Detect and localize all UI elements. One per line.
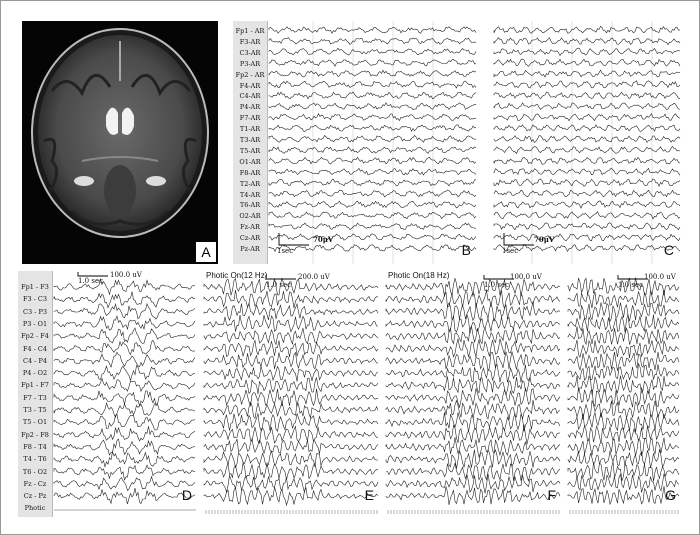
panel-letter-a: A: [196, 242, 216, 262]
scale-bar: [78, 272, 108, 276]
channel-label: T2-AR: [239, 179, 261, 188]
eeg-trace: [204, 377, 378, 394]
channel-label: Photic: [24, 504, 46, 513]
eeg-trace: [269, 201, 476, 208]
eeg-trace: [269, 190, 476, 197]
channel-label: T3-AR: [239, 136, 261, 144]
channel-label: C4-AR: [239, 92, 261, 101]
eeg-trace: [54, 378, 195, 391]
eeg-trace: [386, 364, 560, 382]
eeg-trace: [269, 48, 476, 55]
channel-label: Pz-AR: [240, 245, 260, 253]
eeg-traces-g: [566, 271, 682, 517]
eeg-trace: [269, 114, 476, 121]
channel-label: F3 - C3: [22, 295, 48, 304]
photic-label-f: Photic On(18 Hz): [388, 271, 450, 280]
eeg-trace: [54, 316, 195, 330]
channel-label: Fp2 - F4: [21, 332, 49, 341]
eeg-trace: [386, 290, 560, 308]
eeg-trace: [54, 304, 195, 319]
channel-label: Fp2 - F8: [21, 430, 49, 439]
eeg-trace: [269, 157, 476, 164]
eeg-trace: [269, 103, 476, 110]
eeg-trace: [204, 402, 378, 418]
channel-label: P4 - O2: [22, 369, 48, 378]
eeg-trace: [568, 438, 679, 457]
eeg-trace: [204, 303, 378, 320]
panel-letter-g: G: [665, 487, 676, 503]
eeg-trace: [386, 352, 560, 371]
eeg-trace: [204, 290, 378, 308]
eeg-trace: [54, 366, 195, 381]
eeg-trace: [568, 400, 679, 419]
channel-label: P3-AR: [239, 59, 261, 68]
eeg-panel-e: [202, 271, 380, 517]
eeg-trace: [54, 403, 195, 417]
eeg-trace: [269, 212, 476, 219]
time-scale-b: 1sec: [277, 247, 294, 255]
eeg-trace: [204, 341, 378, 358]
eeg-trace: [204, 389, 378, 407]
channel-label: T6-AR: [239, 201, 261, 210]
channel-label: F8-AR: [239, 168, 261, 177]
eeg-trace: [54, 292, 195, 308]
amp-scale-g: 100.0 uV: [644, 273, 676, 281]
amp-scale-c: 70μV: [534, 235, 555, 244]
time-scale-e: 1.0 sec: [266, 281, 292, 289]
channel-label: T4-AR: [239, 190, 261, 199]
channel-label: T4 - T6: [23, 455, 47, 464]
eeg-traces-c: [492, 21, 682, 264]
eeg-trace: [269, 136, 476, 143]
amp-scale-f: 100.0 uV: [510, 273, 542, 281]
channel-label: C3 - P3: [23, 307, 47, 316]
channel-label: Fp1 - F7: [21, 381, 49, 390]
eeg-trace: [269, 38, 476, 45]
amp-scale-d: 100.0 uV: [110, 271, 142, 279]
eeg-trace: [568, 326, 679, 344]
eeg-trace: [269, 234, 476, 240]
eeg-trace: [269, 81, 476, 88]
time-scale-g: 1.0 sec: [618, 281, 644, 289]
eeg-trace: [54, 414, 195, 430]
channel-label: T5-AR: [239, 146, 261, 155]
eeg-trace: [269, 27, 476, 33]
eeg-traces-e: [202, 271, 380, 517]
channel-label: F7-AR: [239, 114, 261, 123]
eeg-trace: [386, 450, 560, 469]
panel-letter-e: E: [364, 487, 374, 503]
scale-bar: [266, 275, 296, 279]
channel-label: F8 - T4: [23, 442, 47, 451]
eeg-trace: [269, 168, 476, 175]
channel-label: Cz-AR: [239, 234, 261, 243]
channel-label: F3-AR: [239, 37, 261, 46]
channel-label: T6 - O2: [22, 467, 48, 476]
eeg-panel-b: [233, 21, 479, 264]
eeg-trace: [54, 439, 195, 455]
eeg-trace: [386, 412, 560, 431]
eeg-trace: [568, 426, 679, 443]
eeg-trace: [269, 60, 476, 67]
eeg-trace: [204, 413, 378, 431]
eeg-trace: [54, 279, 195, 294]
eeg-trace: [204, 451, 378, 468]
eeg-trace: [568, 486, 679, 504]
eeg-trace: [568, 449, 679, 468]
channel-label: F7 - T3: [23, 393, 47, 402]
panel-letter-c: C: [663, 242, 674, 258]
eeg-traces-b: [233, 21, 479, 264]
channel-label: Fz - Cz: [23, 479, 47, 488]
eeg-trace: [386, 437, 560, 457]
amp-scale-b: 70μV: [313, 235, 334, 244]
eeg-trace: [204, 439, 378, 454]
eeg-panel-f: [384, 271, 562, 517]
eeg-trace: [386, 302, 560, 322]
eeg-trace: [54, 488, 195, 504]
eeg-trace: [54, 328, 195, 343]
eeg-trace: [204, 475, 378, 492]
eeg-trace: [386, 327, 560, 344]
channel-label: F4-AR: [239, 81, 261, 90]
eeg-trace: [204, 487, 378, 505]
eeg-trace: [204, 352, 378, 369]
channel-label: P3 - O1: [22, 319, 48, 328]
eeg-trace: [54, 352, 195, 367]
eeg-trace: [386, 425, 560, 445]
eeg-trace: [269, 179, 476, 186]
time-scale-f: 1.0 sec: [484, 281, 510, 289]
channel-label: T5 - O1: [22, 418, 48, 427]
channel-label: Fp1 - F3: [21, 283, 49, 291]
eeg-trace: [269, 245, 476, 252]
eeg-trace: [386, 315, 560, 334]
eeg-trace: [269, 92, 476, 99]
time-scale-c: 1sec: [502, 247, 519, 255]
channel-label: O1-AR: [239, 157, 261, 166]
eeg-trace: [54, 340, 195, 354]
eeg-trace: [269, 147, 476, 154]
channel-label: Fp1 - AR: [235, 27, 265, 35]
channel-label: T3 - T5: [23, 406, 47, 414]
scale-bar: [504, 233, 534, 245]
eeg-trace: [269, 125, 476, 132]
channel-label: T1-AR: [239, 125, 261, 134]
eeg-trace: [568, 340, 679, 358]
channel-label: C4 - P4: [23, 356, 47, 365]
eeg-trace: [386, 339, 560, 358]
amp-scale-e: 200.0 uV: [298, 273, 330, 281]
mri-image: [22, 21, 218, 264]
eeg-trace: [269, 70, 476, 77]
channel-label: P4-AR: [239, 103, 261, 112]
eeg-trace: [54, 465, 195, 480]
eeg-panel-c: [492, 21, 682, 264]
eeg-trace: [568, 290, 679, 308]
channel-label: O2-AR: [239, 212, 261, 221]
mri-brain-image: [22, 21, 218, 264]
channel-label: F4 - C4: [22, 344, 48, 353]
time-scale-d: 1.0 sec: [78, 277, 104, 285]
panel-letter-b: B: [461, 242, 471, 258]
eeg-panel-g: [566, 271, 682, 517]
eeg-trace: [54, 426, 195, 441]
panel-letter-d: D: [181, 487, 192, 503]
channel-label: Cz - Pz: [23, 492, 47, 501]
eeg-trace: [386, 463, 560, 481]
eeg-traces-d: [18, 271, 198, 517]
channel-label: Fp2 - AR: [235, 70, 265, 79]
channel-label: Fz-AR: [240, 223, 260, 232]
eeg-trace: [204, 366, 378, 381]
channel-label: C3-AR: [239, 48, 261, 57]
eeg-trace: [269, 223, 476, 230]
photic-label-e: Photic On(12 Hz): [206, 271, 268, 280]
panel-letter-f: F: [547, 487, 556, 503]
eeg-traces-f: [384, 271, 562, 517]
eeg-panel-d: [18, 271, 198, 517]
